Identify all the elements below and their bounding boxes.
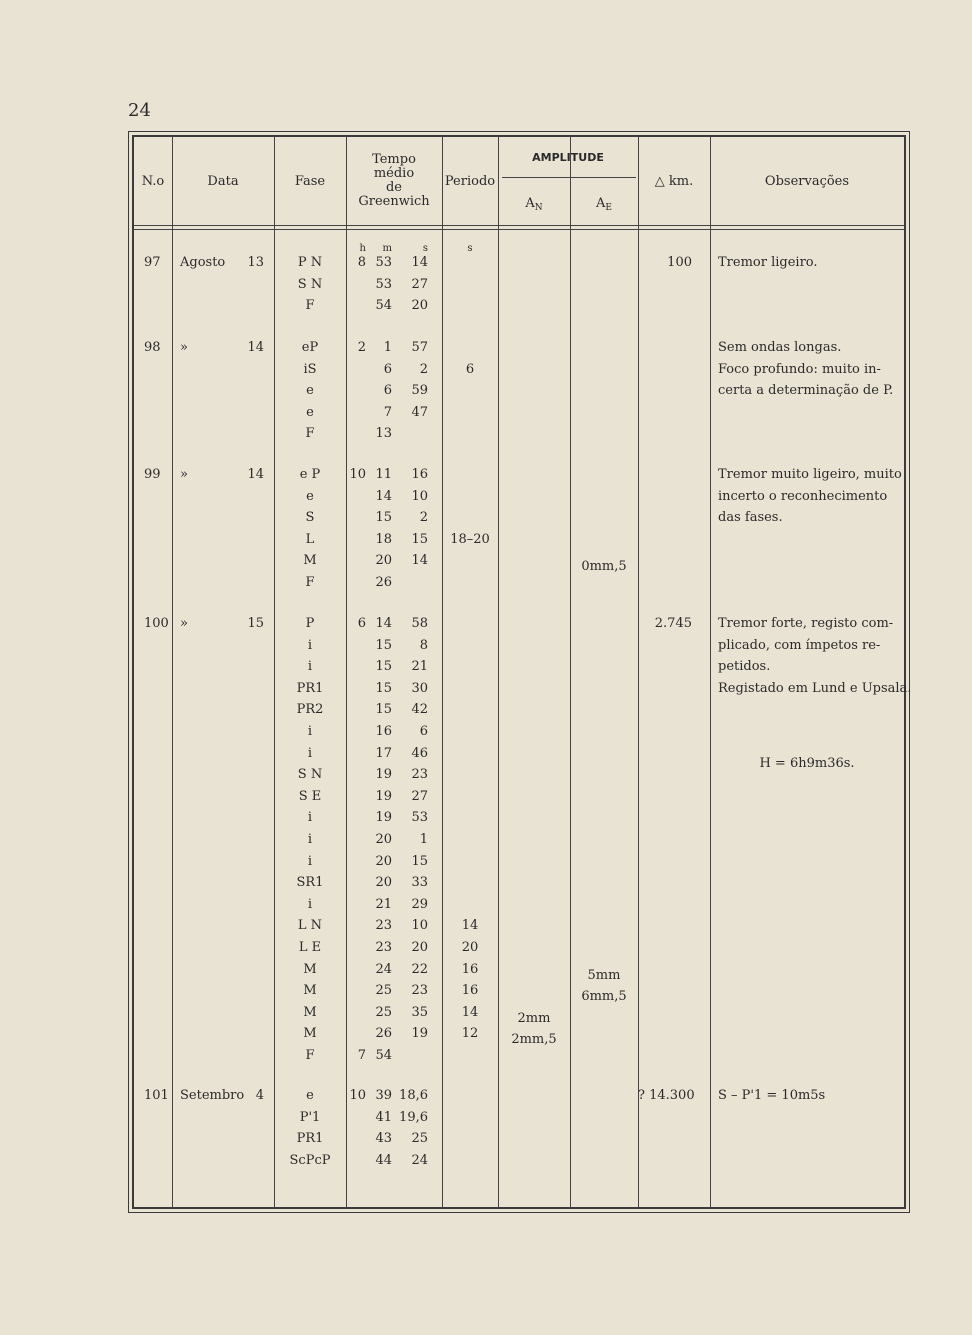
header-ae: $A_E$ (596, 196, 612, 213)
phase-label: i (307, 724, 313, 739)
phase-label: i (307, 810, 313, 826)
time-seconds: 27 (411, 276, 428, 292)
phase-label: L N (297, 918, 323, 934)
entry-distance-km: 100 (667, 255, 692, 270)
header-no: N.o (141, 174, 165, 189)
amplitude-an: 2mm,5 (511, 1032, 557, 1048)
time-minutes: 21 (375, 896, 392, 912)
time-seconds: 58 (411, 616, 428, 631)
phase-label: e (306, 1088, 314, 1103)
time-seconds: 59 (411, 383, 428, 399)
header-data: Data (207, 174, 239, 189)
time-minutes: 41 (375, 1109, 392, 1125)
period-value: 20 (461, 940, 479, 955)
time-minutes: 1 (383, 340, 392, 355)
header-observacoes: Observações (764, 174, 850, 189)
time-seconds: 2 (419, 361, 428, 377)
phase-label: i (307, 853, 313, 869)
time-hours: 8 (357, 255, 366, 270)
time-seconds: 46 (411, 745, 428, 761)
amplitude-an: 2mm (517, 1010, 551, 1026)
header-fase: Fase (294, 174, 326, 189)
time-seconds: 18,6 (399, 1088, 428, 1103)
time-seconds: 24 (411, 1152, 428, 1168)
phase-label: M (303, 553, 317, 569)
time-minutes: 15 (375, 659, 392, 675)
time-minutes: 53 (375, 276, 392, 292)
observation-line: Tremor forte, registo com- (718, 616, 894, 631)
time-minutes: 6 (383, 383, 392, 399)
entry-number: 99 (144, 467, 161, 482)
time-minutes: 7 (383, 404, 392, 420)
time-seconds: 16 (411, 467, 428, 482)
time-seconds: 29 (411, 896, 428, 912)
phase-label: P'1 (299, 1109, 321, 1125)
observation-line: plicado, com ímpetos re- (718, 637, 881, 653)
entry-month: Agosto (180, 255, 226, 270)
time-minutes: 44 (375, 1152, 392, 1168)
entry-number: 97 (144, 255, 161, 270)
phase-label: e (306, 488, 314, 504)
time-seconds: 27 (411, 788, 428, 804)
phase-label: L E (298, 940, 322, 955)
time-seconds: 23 (411, 767, 428, 783)
observation-note: H = 6h9m36s. (759, 756, 855, 771)
phase-label: S E (298, 788, 322, 804)
phase-label: e P (299, 467, 321, 482)
entry-month: » (180, 340, 188, 355)
phase-label: F (305, 575, 315, 590)
phase-label: i (307, 745, 313, 761)
time-minutes: 14 (375, 616, 392, 631)
time-hours: 2 (357, 340, 366, 355)
time-minutes: 25 (375, 983, 392, 999)
time-minutes: 23 (375, 918, 392, 934)
time-seconds: 14 (411, 553, 428, 569)
entry-day: 13 (247, 255, 264, 270)
time-minutes: 26 (375, 1026, 392, 1042)
time-minutes: 19 (375, 788, 392, 804)
phase-label: i (307, 637, 313, 653)
time-seconds: 22 (411, 961, 428, 977)
observation-line: Sem ondas longas. (718, 340, 842, 355)
time-minutes: 43 (375, 1131, 392, 1147)
time-minutes: 23 (375, 940, 392, 955)
time-seconds: 15 (411, 853, 428, 869)
observation-line: Foco profundo: muito in- (718, 361, 881, 377)
entry-day: 14 (247, 467, 264, 482)
period-value: 6 (465, 361, 475, 377)
observation-line: Tremor muito ligeiro, muito (718, 467, 902, 482)
period-value: 18–20 (450, 531, 490, 547)
header-periodo: Periodo (444, 174, 496, 189)
time-minutes: 19 (375, 767, 392, 783)
time-seconds: 19 (411, 1026, 428, 1042)
time-seconds: 19,6 (399, 1109, 428, 1125)
time-seconds: 53 (411, 810, 428, 826)
amplitude-ae: 0mm,5 (581, 559, 627, 575)
time-minutes: 26 (375, 575, 392, 590)
time-minutes: 14 (375, 488, 392, 504)
time-minutes: 20 (375, 832, 392, 847)
time-seconds: 57 (411, 340, 428, 355)
phase-label: M (303, 1004, 317, 1020)
phase-label: PR2 (296, 702, 324, 718)
entry-number: 100 (144, 616, 169, 631)
time-seconds: 20 (411, 940, 428, 955)
entry-month: » (180, 467, 188, 482)
observation-line: certa a determinação de P. (718, 383, 894, 399)
time-minutes: 15 (375, 637, 392, 653)
time-minutes: 11 (375, 467, 392, 482)
time-minutes: 20 (375, 875, 392, 891)
phase-label: S N (297, 276, 323, 292)
phase-label: F (305, 298, 315, 314)
phase-label: iS (303, 361, 317, 377)
time-minutes: 54 (375, 1048, 392, 1063)
phase-label: M (303, 983, 317, 999)
observation-line: incerto o reconhecimento (718, 488, 888, 504)
time-minutes: 24 (375, 961, 392, 977)
time-seconds: 6 (419, 724, 428, 739)
time-minutes: 16 (375, 724, 392, 739)
page-number: 24 (128, 100, 151, 121)
amplitude-ae: 6mm,5 (581, 989, 627, 1005)
entry-month: » (180, 616, 188, 631)
time-hours: 7 (357, 1048, 366, 1063)
period-value: 12 (461, 1026, 479, 1042)
time-seconds: 33 (411, 875, 428, 891)
phase-label: L (305, 531, 315, 547)
time-seconds: 23 (411, 983, 428, 999)
time-minutes: 18 (375, 531, 392, 547)
phase-label: i (307, 896, 313, 912)
time-seconds: 47 (411, 404, 428, 420)
time-minutes: 20 (375, 553, 392, 569)
entry-number: 98 (144, 340, 161, 355)
time-minutes: 25 (375, 1004, 392, 1020)
time-minutes: 15 (375, 510, 392, 526)
seismic-table: N.o Data Fase Tempo médio de Greenwich Periodo AMPLITUDE $A_N$ $A_E$ △ km. Observações h m s s 97 Agosto 13 100 P N 8 53 14 S N 53 27 F 54 20 Tremor ligeiro. 98 » 14 eP 2 1 57 iS 6 2 6 e 6 59 e 7 47 F 13 Sem ondas longas. Foco profundo: muito in- certa a determinação de P. 99 » 14 e P 10 11 16 e 14 10 S 15 2 L 18 15 18–20 M 20 14 0mm,5 F 26 Tremor muito ligeiro, muito incerto o reconhecimento das fases. 100 » 15 2.745 P 6 14 58 i 15 8 i 15 21 PR1 15 30 PR2 15 42 i 16 6 i 17 46 S N 19 23 S E 19 27 i 19 53 i 20 1 i 20 15 SR1 20 33 i 21 29 L N 23 10 14 L E 23 20 20 M 24 22 16 5mm M 25 23 16 6mm,5 M 25 35 14 2mm M 26 19 12 2mm,5 F 7 54 Tremor forte, registo com- plicado, com ímpetos re- petidos. Registado em Lund e Upsala. H = 6h9m36s. 101 Setembro 4 ? 14.300 e 10 39 18,6 P'1 41 19,6 PR1 43 25 ScPcP 44 24 S – P'1 = 10m5s (132, 135, 906, 1209)
observation-line: S – P'1 = 10m5s (718, 1088, 826, 1103)
time-seconds: 1 (419, 832, 428, 847)
header-an: $A_N$ (525, 196, 543, 213)
time-seconds: 10 (411, 918, 428, 934)
period-value: 16 (461, 961, 479, 977)
time-minutes: 17 (375, 745, 392, 761)
entry-day: 14 (247, 340, 264, 355)
time-hours: 10 (349, 467, 366, 482)
period-value: 16 (461, 983, 479, 999)
time-minutes: 15 (375, 702, 392, 718)
observation-line: Registado em Lund e Upsala. (718, 680, 912, 696)
time-minutes: 13 (375, 426, 392, 442)
phase-label: P N (297, 255, 323, 270)
phase-label: M (303, 961, 317, 977)
phase-label: P (305, 616, 315, 631)
header-tempo: Tempo médio de Greenwich (358, 152, 430, 209)
phase-label: PR1 (296, 680, 324, 696)
phase-label: S (305, 510, 315, 526)
amplitude-ae: 5mm (587, 967, 621, 983)
phase-label: S N (297, 767, 323, 783)
time-seconds: 14 (411, 255, 428, 270)
time-minutes: 54 (375, 298, 392, 314)
phase-label: SR1 (296, 875, 324, 891)
time-hours: 10 (349, 1088, 366, 1103)
time-seconds: 25 (411, 1131, 428, 1147)
entry-month: Setembro (180, 1088, 245, 1103)
phase-label: i (307, 832, 313, 847)
phase-label: M (303, 1026, 317, 1042)
time-minutes: 39 (375, 1088, 392, 1103)
phase-label: i (307, 659, 313, 675)
time-seconds: 2 (419, 510, 428, 526)
time-minutes: 20 (375, 853, 392, 869)
time-seconds: 35 (411, 1004, 428, 1020)
phase-label: e (306, 383, 314, 399)
time-seconds: 10 (411, 488, 428, 504)
period-value: 14 (461, 918, 479, 934)
observation-line: petidos. (718, 659, 771, 675)
time-seconds: 21 (411, 659, 428, 675)
observation-line: das fases. (718, 510, 783, 526)
time-minutes: 53 (375, 255, 392, 270)
entry-distance-km: ? 14.300 (638, 1088, 695, 1103)
time-minutes: 6 (383, 361, 392, 377)
entry-day: 15 (247, 616, 264, 631)
entry-number: 101 (144, 1088, 169, 1103)
time-seconds: 8 (419, 637, 428, 653)
time-minutes: 15 (375, 680, 392, 696)
entry-distance-km: 2.745 (654, 616, 692, 631)
entry-day: 4 (255, 1088, 264, 1103)
time-seconds: 20 (411, 298, 428, 314)
observation-line: Tremor ligeiro. (718, 255, 818, 270)
phase-label: F (305, 426, 315, 442)
phase-label: eP (301, 340, 319, 355)
header-km: △ km. (654, 174, 694, 189)
time-seconds: 42 (411, 702, 428, 718)
time-seconds: 15 (411, 531, 428, 547)
phase-label: F (305, 1048, 315, 1063)
phase-label: ScPcP (289, 1152, 331, 1168)
time-seconds: 30 (411, 680, 428, 696)
time-minutes: 19 (375, 810, 392, 826)
header-amplitude: AMPLITUDE (532, 151, 604, 164)
phase-label: e (306, 404, 314, 420)
period-value: 14 (461, 1004, 479, 1020)
phase-label: PR1 (296, 1131, 324, 1147)
time-hours: 6 (357, 616, 366, 631)
